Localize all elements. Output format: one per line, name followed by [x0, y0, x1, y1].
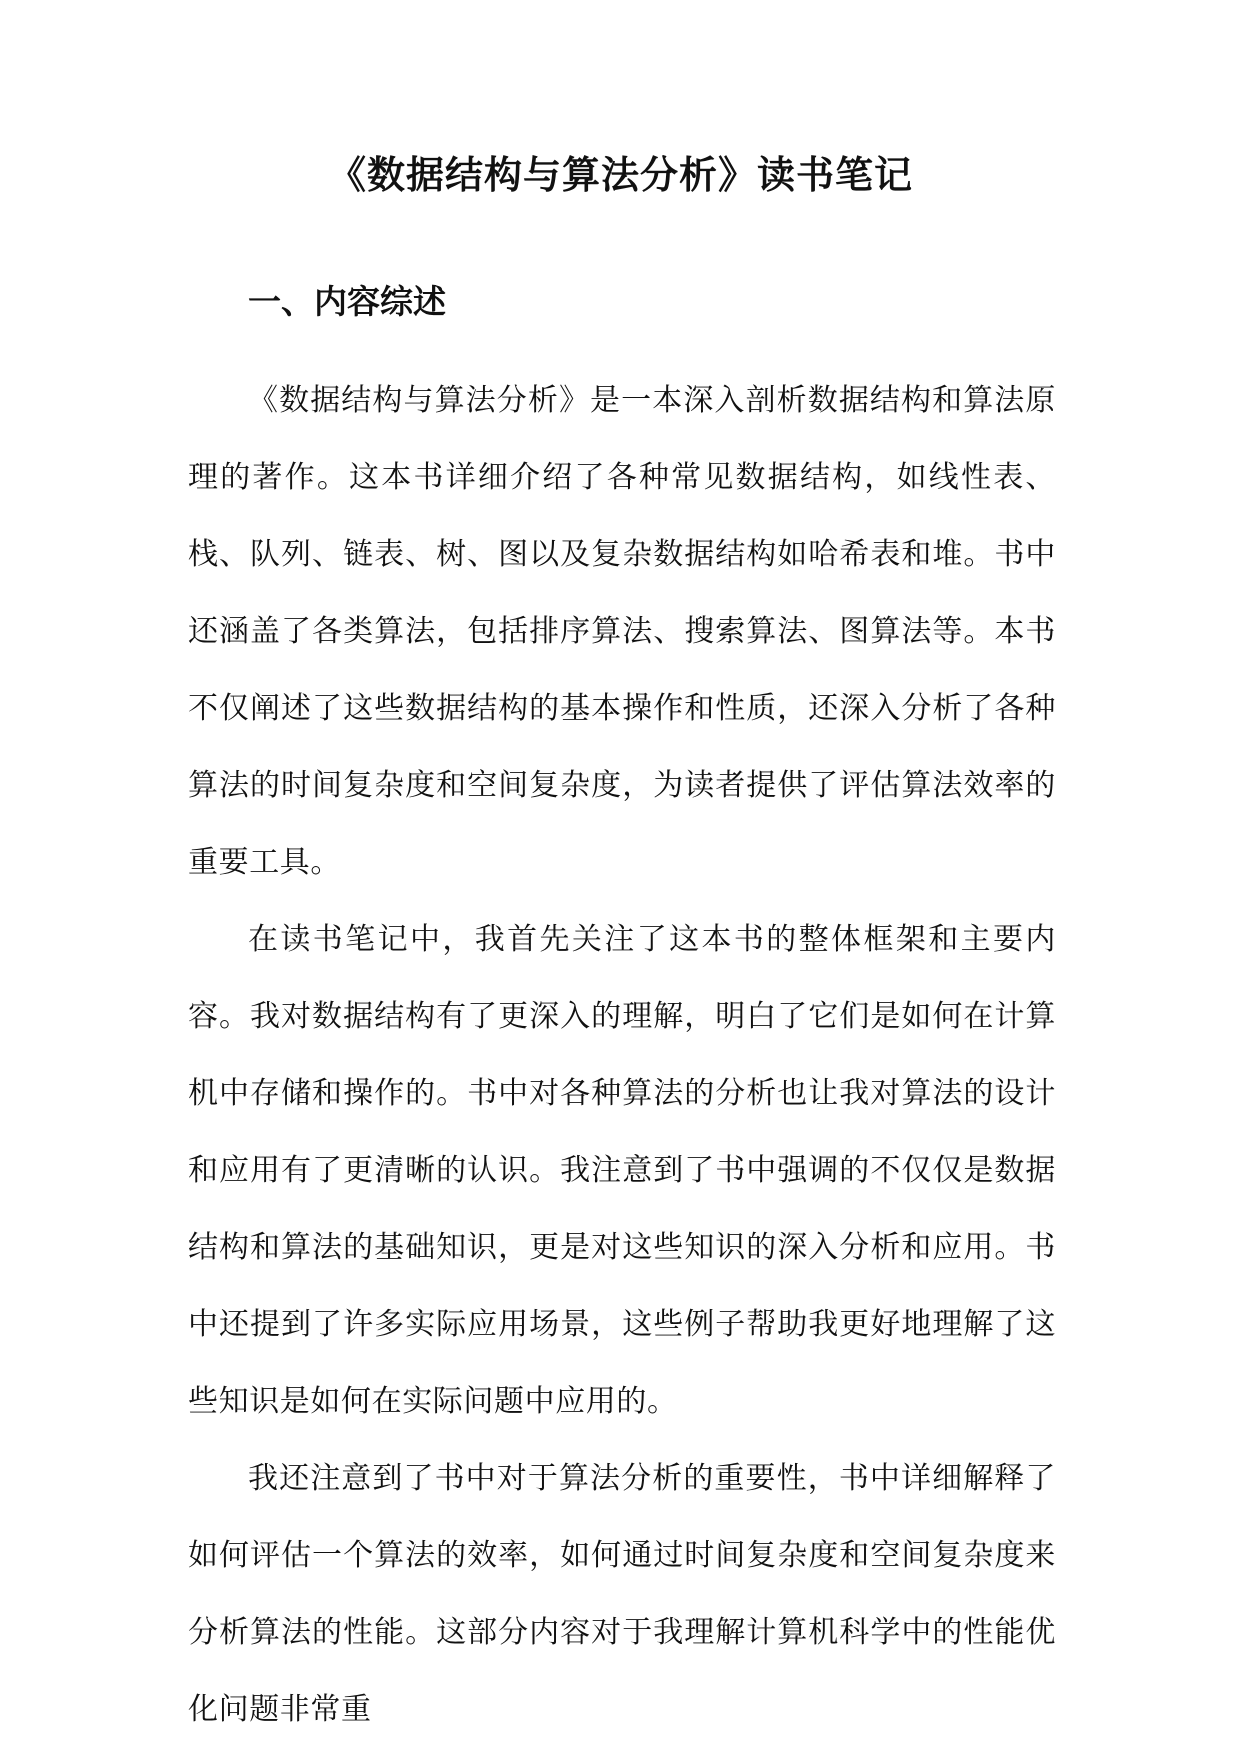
- document-body: [188, 362, 1056, 1748]
- paragraph-3: 我还注意到了书中对于算法分析的重要性，书中详细解释了如何评估一个算法的效率，如何通过时间复杂度和空间复杂度来分析算法的性能。这部分内容对于我理解计算机科学中的性能优化问题非常重: [188, 1461, 1056, 1727]
- document-title: 《数据结构与算法分析》读书笔记: [327, 153, 913, 197]
- paragraph-1: 《数据结构与算法分析》是一本深入剖析数据结构和算法原理的著作。这本书详细介绍了各种常见数据结构，如线性表、栈、队列、链表、树、图以及复杂数据结构如哈希表和堆。书中还涵盖了各类算法，包括排序算法、搜索算法、图算法等。本书不仅阐述了这些数据结构的基本操作和性质，还深入分析了各种算法的时间复杂度和空间复杂度，为读者提供了评估算法效率的重要工具。: [188, 383, 1056, 880]
- paragraph-2: 在读书笔记中，我首先关注了这本书的整体框架和主要内容。我对数据结构有了更深入的理解，明白了它们是如何在计算机中存储和操作的。书中对各种算法的分析也让我对算法的设计和应用有了更清晰的认识。我注意到了书中强调的不仅仅是数据结构和算法的基础知识，更是对这些知识的深入分析和应用。书中还提到了许多实际应用场景，这些例子帮助我更好地理解了这些知识是如何在实际问题中应用的。: [188, 922, 1056, 1419]
- section-heading: 一、内容综述: [248, 282, 446, 321]
